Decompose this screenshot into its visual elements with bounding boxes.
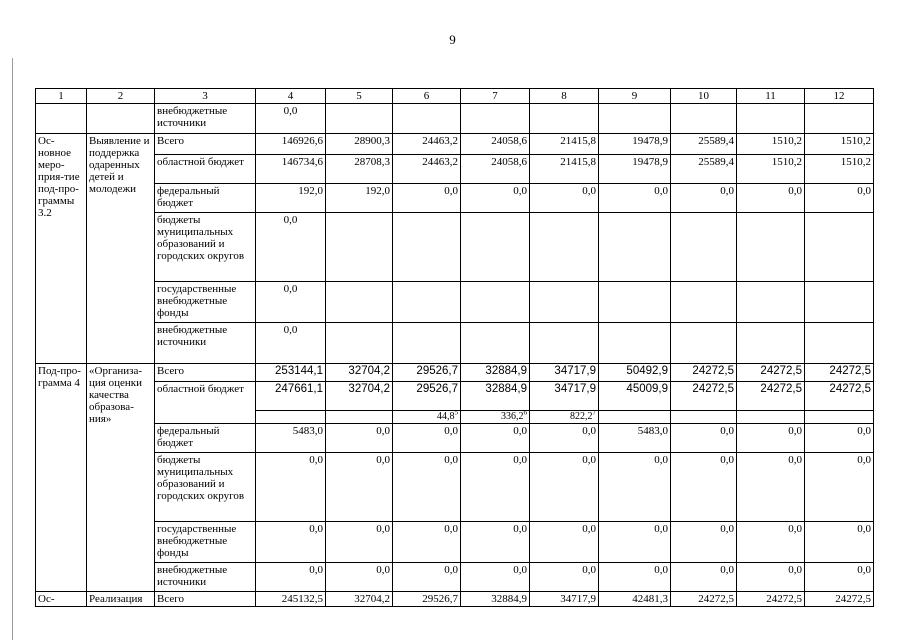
value-cell: 32704,2 (326, 382, 393, 411)
table-row (36, 104, 874, 134)
value-cell (671, 282, 737, 323)
value-cell: 0,0 (530, 424, 599, 453)
value-cell (805, 323, 874, 364)
value-cell: 0,0 (461, 563, 530, 592)
footnote-value-cell (461, 411, 530, 424)
value-cell (461, 282, 530, 323)
value-cell: 24272,5 (805, 364, 874, 382)
value-cell (737, 323, 805, 364)
value-cell: 0,0 (256, 563, 326, 592)
value-cell: 32884,9 (461, 364, 530, 382)
value-cell: 253144,1 (256, 364, 326, 382)
empty-cell (87, 104, 155, 134)
value-cell (461, 323, 530, 364)
value-cell: 28900,3 (326, 134, 393, 155)
value-cell: 34717,9 (530, 592, 599, 607)
value-cell: 5483,0 (256, 424, 326, 453)
value-cell: 0,0 (805, 522, 874, 563)
value-cell (326, 282, 393, 323)
source-label: областной бюджет (155, 155, 256, 184)
value-cell: 24058,6 (461, 155, 530, 184)
value-cell: 0,0 (737, 424, 805, 453)
value-cell: 0,0 (256, 323, 326, 364)
value-cell: 24272,5 (737, 364, 805, 382)
value-cell (326, 323, 393, 364)
value-cell: 0,0 (393, 563, 461, 592)
value-cell: 0,0 (530, 522, 599, 563)
table-row (36, 382, 874, 411)
program-name-cell: «Организа-ция оценки качества образова-ния» (87, 364, 155, 592)
header-cell: 12 (805, 89, 874, 104)
value-cell: 0,0 (256, 213, 326, 282)
table-row (36, 155, 874, 184)
value-cell: 0,0 (256, 282, 326, 323)
value-cell: 24463,2 (393, 134, 461, 155)
source-label: Всего (155, 364, 256, 382)
value-cell (393, 282, 461, 323)
value-cell: 0,0 (737, 522, 805, 563)
footnote-value-cell (393, 411, 461, 424)
value-cell: 0,0 (737, 563, 805, 592)
group-next-event (36, 592, 874, 607)
footnote-value: 44,8 (437, 411, 455, 422)
value-cell: 24272,5 (671, 592, 737, 607)
value-cell: 28708,3 (326, 155, 393, 184)
footnote-value: 336,2 (501, 411, 524, 422)
source-label: Всего (155, 592, 256, 607)
value-cell: 0,0 (805, 424, 874, 453)
value-cell: 29526,7 (393, 364, 461, 382)
footnote-mark: 7 (592, 410, 596, 417)
value-cell: 0,0 (530, 563, 599, 592)
value-cell: 29526,7 (393, 382, 461, 411)
table-row (36, 453, 874, 522)
value-cell: 0,0 (326, 522, 393, 563)
value-cell: 192,0 (256, 184, 326, 213)
value-cell: 0,0 (530, 184, 599, 213)
value-cell: 25589,4 (671, 155, 737, 184)
table-row (36, 134, 874, 155)
source-label: бюджеты муниципальных образований и городских округов (155, 213, 256, 282)
value-cell: 25589,4 (671, 134, 737, 155)
header-cell: 5 (326, 89, 393, 104)
value-cell: 0,0 (461, 184, 530, 213)
group-subprogram-4 (36, 364, 874, 592)
value-cell: 50492,9 (599, 364, 671, 382)
group-program-3-2 (36, 134, 874, 364)
value-cell: 0,0 (256, 453, 326, 522)
value-cell (599, 213, 671, 282)
value-cell: 24272,5 (805, 382, 874, 411)
value-cell: 0,0 (530, 453, 599, 522)
value-cell: 146734,6 (256, 155, 326, 184)
table-row (36, 563, 874, 592)
scan-edge-line (12, 58, 13, 640)
footnote-mark: 5 (454, 410, 458, 417)
value-cell: 19478,9 (599, 134, 671, 155)
table-row (36, 592, 874, 607)
value-cell (671, 323, 737, 364)
value-cell: 0,0 (671, 424, 737, 453)
program-code-cell: Под-про-грамма 4 (36, 364, 87, 592)
table-row (36, 424, 874, 453)
value-cell: 192,0 (326, 184, 393, 213)
value-cell: 0,0 (671, 522, 737, 563)
value-cell: 24272,5 (805, 592, 874, 607)
value-cell (737, 282, 805, 323)
footnote-value-cell (671, 411, 737, 424)
value-cell: 24272,5 (671, 382, 737, 411)
value-cell: 245132,5 (256, 592, 326, 607)
footnote-value-cell (805, 411, 874, 424)
value-cell: 21415,8 (530, 155, 599, 184)
empty-cell (36, 104, 87, 134)
program-code-cell: Ос-новное меро-прия-тие под-про-граммы 3.2 (36, 134, 87, 364)
value-cell (599, 282, 671, 323)
footnote-mark: 6 (523, 410, 527, 417)
value-cell: 0,0 (393, 184, 461, 213)
value-cell: 0,0 (461, 424, 530, 453)
source-label: Всего (155, 134, 256, 155)
value-cell: 0,0 (671, 563, 737, 592)
header-cell: 7 (461, 89, 530, 104)
value-cell: 24463,2 (393, 155, 461, 184)
footnote-value-cell (530, 411, 599, 424)
value-cell: 0,0 (805, 184, 874, 213)
table-row (36, 282, 874, 323)
value-cell: 0,0 (599, 184, 671, 213)
header-cell: 10 (671, 89, 737, 104)
source-label: внебюджетные источники (155, 563, 256, 592)
header-cell: 8 (530, 89, 599, 104)
value-cell: 19478,9 (599, 155, 671, 184)
value-cell: 0,0 (393, 424, 461, 453)
header-cell: 11 (737, 89, 805, 104)
value-cell: 21415,8 (530, 134, 599, 155)
value-cell: 34717,9 (530, 382, 599, 411)
value-cell: 5483,0 (599, 424, 671, 453)
value-cell (393, 323, 461, 364)
value-cell: 0,0 (461, 522, 530, 563)
value-cell (326, 213, 393, 282)
value-cell: 0,0 (737, 453, 805, 522)
value-cell: 1510,2 (805, 134, 874, 155)
value-cell (737, 213, 805, 282)
value-cell (599, 323, 671, 364)
budget-table (35, 88, 874, 607)
program-name-cell: Выявление и поддержка одаренных детей и молодежи (87, 134, 155, 364)
table-row (36, 213, 874, 282)
value-cell: 0,0 (393, 522, 461, 563)
footnote-value-cell (737, 411, 805, 424)
value-cell: 1510,2 (737, 155, 805, 184)
header-cell: 2 (87, 89, 155, 104)
value-cell: 32704,2 (326, 592, 393, 607)
value-cell: 0,0 (737, 184, 805, 213)
value-cell: 0,0 (599, 522, 671, 563)
table-row (36, 522, 874, 563)
table-row (36, 184, 874, 213)
footnote-value-cell (256, 411, 326, 424)
value-cell: 0,0 (671, 184, 737, 213)
value-cell: 0,0 (256, 522, 326, 563)
source-label: федеральный бюджет (155, 424, 256, 453)
value-cell: 0,0 (256, 104, 326, 134)
value-cell: 0,0 (599, 563, 671, 592)
header-cell: 9 (599, 89, 671, 104)
value-cell: 0,0 (326, 453, 393, 522)
value-cell: 0,0 (671, 453, 737, 522)
value-cell (461, 213, 530, 282)
program-code-cell: Ос- (36, 592, 87, 607)
value-cell: 32884,9 (461, 382, 530, 411)
value-cell: 0,0 (326, 563, 393, 592)
source-label: государственные внебюджетные фонды (155, 282, 256, 323)
value-cell: 32884,9 (461, 592, 530, 607)
value-cell: 0,0 (393, 453, 461, 522)
source-label: внебюджетные источники (155, 104, 256, 134)
value-cell: 247661,1 (256, 382, 326, 411)
source-label: областной бюджет (155, 382, 256, 424)
source-label: бюджеты муниципальных образований и городских округов (155, 453, 256, 522)
value-cell: 1510,2 (737, 134, 805, 155)
page-number: 9 (449, 32, 456, 47)
value-cell (671, 213, 737, 282)
value-cell: 24272,5 (671, 364, 737, 382)
table-row (36, 323, 874, 364)
value-cell: 24058,6 (461, 134, 530, 155)
header-row (36, 89, 874, 104)
value-cell: 34717,9 (530, 364, 599, 382)
header-cell: 3 (155, 89, 256, 104)
value-cell (393, 213, 461, 282)
value-cell: 0,0 (805, 563, 874, 592)
program-name-cell: Реализация (87, 592, 155, 607)
source-label: внебюджетные источники (155, 323, 256, 364)
value-cell: 0,0 (805, 453, 874, 522)
table-row (36, 364, 874, 382)
value-cell: 0,0 (599, 453, 671, 522)
value-cell: 0,0 (326, 424, 393, 453)
value-cell: 32704,2 (326, 364, 393, 382)
header-cell: 4 (256, 89, 326, 104)
value-cell: 0,0 (461, 453, 530, 522)
value-cell: 24272,5 (737, 592, 805, 607)
source-label: государственные внебюджетные фонды (155, 522, 256, 563)
value-cell: 1510,2 (805, 155, 874, 184)
value-cell: 29526,7 (393, 592, 461, 607)
footnote-value-cell (599, 411, 671, 424)
value-cell (530, 213, 599, 282)
value-cell (805, 213, 874, 282)
value-cell (805, 282, 874, 323)
value-cell: 146926,6 (256, 134, 326, 155)
value-cell: 42481,3 (599, 592, 671, 607)
source-label: федеральный бюджет (155, 184, 256, 213)
header-cell: 1 (36, 89, 87, 104)
value-cell (530, 323, 599, 364)
value-cell (530, 282, 599, 323)
value-cell: 45009,9 (599, 382, 671, 411)
footnote-value-cell (326, 411, 393, 424)
header-cell: 6 (393, 89, 461, 104)
footnote-value: 822,2 (570, 411, 593, 422)
value-cell: 24272,5 (737, 382, 805, 411)
